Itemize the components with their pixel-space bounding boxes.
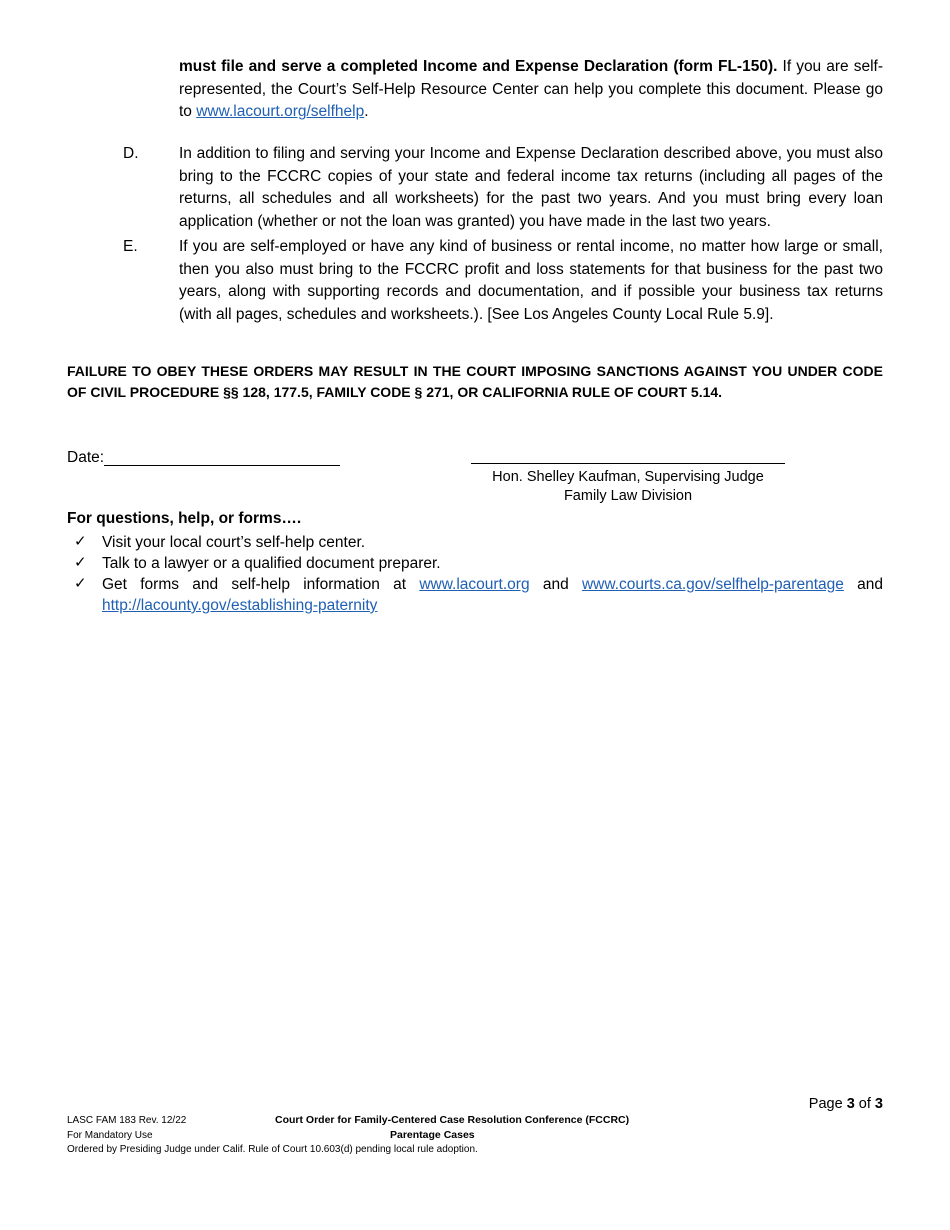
help-heading: For questions, help, or forms…. bbox=[67, 510, 302, 527]
check-icon: ✓ bbox=[74, 533, 87, 550]
item-e-text: If you are self-employed or have any kind of business or rental income, no matter how large or small, then you also must bring to the FCCRC profit and loss statements for that business for the past two years, along with supporting records and documentation, and if possible your business tax returns (with all pages, schedules and worksheets.). [See Los Angeles County Local Rule 5.9]. bbox=[179, 238, 883, 323]
help-item-forms-continued bbox=[102, 595, 883, 616]
footer-ordered-by: Ordered by Presiding Judge under Calif. Rule of Court 10.603(d) pending local rule adoption. bbox=[67, 1144, 478, 1155]
form-id: LASC FAM 183 Rev. 12/22 bbox=[67, 1115, 187, 1126]
page-label: Page bbox=[808, 1096, 847, 1112]
and-text: and bbox=[529, 576, 582, 593]
continuation-end: . bbox=[364, 103, 369, 120]
check-icon: ✓ bbox=[74, 554, 87, 571]
judge-name: Hon. Shelley Kaufman, Supervising Judge bbox=[492, 469, 764, 485]
footer-subtitle: Parentage Cases bbox=[390, 1129, 475, 1141]
footer-usage: For Mandatory Use bbox=[67, 1130, 153, 1141]
page-total: 3 bbox=[874, 1096, 883, 1112]
date-label: Date: bbox=[67, 449, 105, 466]
selfhelp-link[interactable]: www.lacourt.org/selfhelp bbox=[196, 103, 365, 120]
signature-line bbox=[471, 463, 785, 464]
lacourt-link[interactable]: www.lacourt.org bbox=[419, 576, 530, 593]
continuation-paragraph bbox=[179, 56, 883, 124]
item-e-marker: E. bbox=[123, 238, 138, 255]
page-of: of bbox=[854, 1096, 875, 1112]
item-d-marker: D. bbox=[123, 145, 139, 162]
continuation-text: If you are self-represented, the Court’s Self-Help Resource Center can help you complete this document. Please go to bbox=[179, 58, 884, 120]
check-icon: ✓ bbox=[74, 575, 87, 592]
footer-title: Court Order for Family-Centered Case Resolution Conference (FCCRC) bbox=[275, 1114, 630, 1126]
continuation-bold-lead: must file and serve a completed Income and Expense Declaration (form FL-150). bbox=[179, 58, 778, 75]
page-current: 3 bbox=[846, 1096, 855, 1112]
date-line bbox=[104, 465, 340, 466]
help-item-self-help-center: Visit your local court’s self-help center. bbox=[102, 534, 366, 551]
help-item-forms-prefix: Get forms and self-help information at bbox=[102, 576, 420, 593]
and-text: and bbox=[843, 576, 883, 593]
item-d-text: In addition to filing and serving your Income and Expense Declaration described above, you must also bring to the FCCRC copies of your state and federal income tax returns (including all pages of the returns, all schedules and all worksheets) for the past two years. And you must bring every loan application (whether or not the loan was granted) you have made in the last two years. bbox=[179, 145, 883, 230]
page-number bbox=[790, 1095, 883, 1113]
division-name: Family Law Division bbox=[563, 488, 693, 504]
sanctions-warning: FAILURE TO OBEY THESE ORDERS MAY RESULT IN THE COURT IMPOSING SANCTIONS AGAINST YOU UNDER CODE OF CIVIL PROCEDURE §§ 128, 177.5, FAMILY CODE § 271, OR CALIFORNIA RULE OF COURT 5.14. bbox=[67, 363, 883, 400]
help-item-lawyer: Talk to a lawyer or a qualified document preparer. bbox=[102, 555, 441, 572]
lacounty-paternity-link[interactable]: http://lacounty.gov/establishing-paternity bbox=[102, 597, 378, 614]
help-item-forms bbox=[102, 574, 883, 595]
courts-ca-parentage-link[interactable]: www.courts.ca.gov/selfhelp-parentage bbox=[581, 576, 844, 593]
